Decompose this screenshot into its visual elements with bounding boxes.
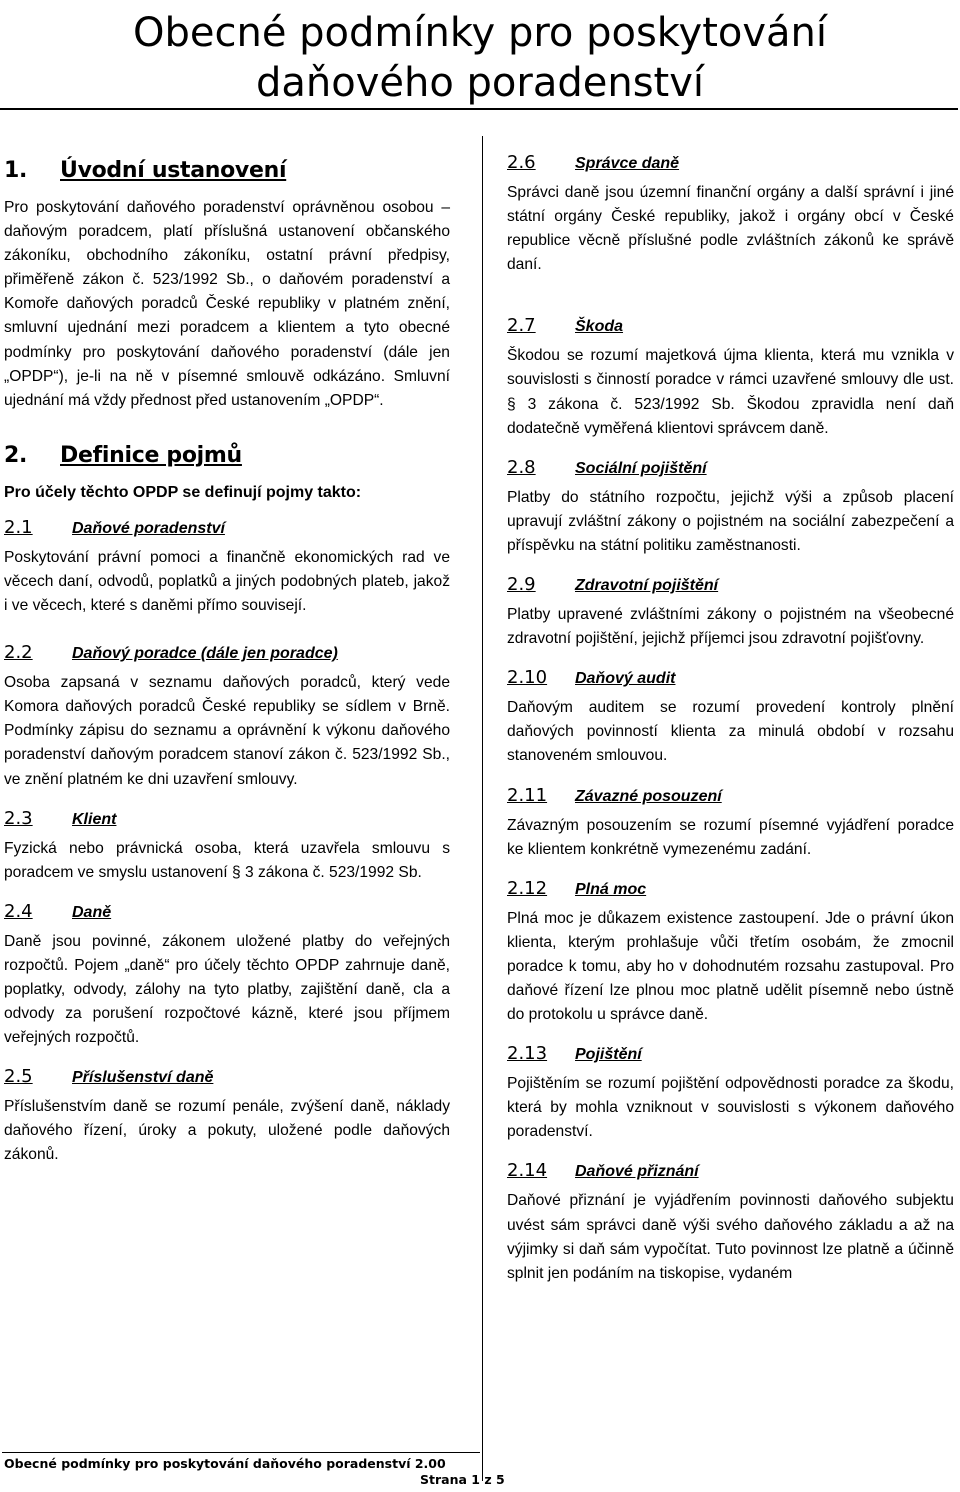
definition-number: 2.10: [507, 667, 548, 689]
definition-text: Daňovým auditem se rozumí provedení kontroly plnění daňových povinností klienta za minulá období v rozsahu stanoveném smlouvou.: [507, 699, 954, 765]
right-column: [507, 150, 954, 1286]
definition-text: Platby upravené zvláštními zákony o pojistném na všeobecné zdravotní pojištění, jejichž příjemci jsou zdravotní pojišťovny.: [507, 606, 954, 648]
title-rule: [0, 108, 958, 110]
definition-title: Správce daně: [575, 155, 680, 172]
definition-text: Škodou se rozumí majetková újma klienta, která mu vznikla v souvislosti s činností poradce v rámci uzavřené smlouvy dle ust. § 3 zákona č. 523/1992 Sb. Škodou zpravidla není daň dodatečně vyměřená klientovi správcem daně.: [507, 347, 954, 437]
footer-rule: [2, 1452, 480, 1453]
definition-text: Platby do státního rozpočtu, jejichž výši a způsob placení upravují zvláštní zákony o pojistném na sociální zabezpečení a příspěvku na státní politiku zaměstnanosti.: [507, 488, 954, 554]
definition-heading: [507, 313, 954, 340]
definition-number: 2.2: [4, 642, 33, 664]
definition-title: Plná moc: [575, 880, 647, 898]
definition-number: 2.9: [507, 574, 536, 596]
section-1-heading: [4, 156, 450, 186]
definition-heading: [4, 515, 450, 542]
footer-page-number: Strana 1 z 5: [420, 1472, 505, 1487]
definition-title: Daňový audit: [575, 670, 676, 688]
definition-text: Pojištěním se rozumí pojištění odpovědnosti poradce za škodu, která by mohla vzniknout v souvislosti s výkonem daňového poradenství.: [507, 1075, 954, 1141]
definition-title: Sociální pojištění: [575, 459, 707, 477]
section-2-heading: [4, 441, 450, 471]
definition-title: Daně: [72, 903, 112, 921]
definition-heading: [507, 665, 954, 692]
definition-heading: [4, 1064, 450, 1091]
definition-number: 2.8: [507, 456, 536, 478]
title-line-1: Obecné podmínky pro poskytování: [132, 10, 828, 56]
definition-title: Daňový poradce (dále jen poradce): [72, 645, 338, 663]
definition-text: Příslušenstvím daně se rozumí penále, zvýšení daně, náklady daňového řízení, úroky a pokuty, uložené podle daňových zákonů.: [4, 1098, 450, 1164]
column-divider: [482, 136, 483, 1481]
section-number: 1.: [4, 158, 28, 183]
definition-title: Daňové poradenství: [72, 519, 225, 537]
definition-heading: [507, 1041, 954, 1068]
definition-heading: [507, 1158, 954, 1185]
definition-heading: [507, 783, 954, 810]
section-title: Úvodní ustanovení: [60, 158, 287, 183]
definition-title: Škoda: [575, 318, 624, 336]
section-2-intro: Pro účely těchto OPDP se definují pojmy takto:: [4, 483, 362, 501]
definition-number: 2.11: [507, 784, 548, 806]
definition-title: Pojištění: [575, 1046, 642, 1064]
definition-heading: [507, 455, 954, 482]
left-column: [4, 150, 450, 1168]
definition-number: 2.6: [507, 152, 536, 173]
definition-text: Fyzická nebo právnická osoba, která uzavřela smlouvu s poradcem ve smyslu ustanovení § 3 zákona č. 523/1992 Sb.: [4, 839, 450, 881]
section-1-paragraph: Pro poskytování daňového poradenství oprávněnou osobou – daňovým poradcem, platí příslušná ustanovení občanského zákoníku, obchodního zákoníku, ostatní právní předpisy, přiměřeně zákon č. 523/1992 Sb., o daňovém poradenství a Komoře daňových poradců České republiky v platném znění, smluvní ujednání mezi poradcem a klientem a tyto obecné podmínky pro poskytování daňového poradenství (dále jen „OPDP“), je-li na ně v písemné smlouvě odkázáno. Smluvní ujednání má vždy přednost před ustanovením „OPDP“.: [4, 199, 450, 409]
definition-title: Daňové přiznání: [575, 1163, 699, 1181]
document-title: [0, 8, 960, 108]
definition-heading: [507, 876, 954, 903]
footer-document-name: Obecné podmínky pro poskytování daňového poradenství 2.00: [4, 1456, 446, 1471]
definition-text: Osoba zapsaná v seznamu daňových poradců, který vede Komora daňových poradců České republiky se sídlem v Brně. Podmínky zápisu do seznamu a oprávnění k výkonu daňového poradenství daňovým poradcem stanoví zákon č. 523/1992 Sb., ve znění platném ke dni uzavření smlouvy.: [4, 674, 450, 788]
definition-text: Poskytování právní pomoci a finančně ekonomických rad ve věcech daní, odvodů, poplatků a jiných podobných plateb, jakož i ve věcech, které s daněmi přímo souvisejí.: [4, 548, 450, 615]
section-title: Definice pojmů: [60, 442, 242, 468]
definition-heading: [507, 150, 954, 177]
definition-number: 2.5: [4, 1066, 33, 1088]
title-line-2: daňového poradenství: [255, 60, 705, 106]
definition-text: Závazným posouzením se rozumí písemné vyjádření poradce ke klientem konkrétně vymezenému zadání.: [507, 816, 954, 858]
definition-number: 2.7: [507, 315, 536, 337]
definition-number: 2.14: [507, 1160, 548, 1182]
definition-text: Plná moc je důkazem existence zastoupení. Jde o právní úkon klienta, kterým prohlašuje vůči třetím osobám, že zmocnil poradce k tomu, aby ho v dohodnutém rozsahu zastupoval. Pro daňové řízení lze plnou moc platně udělit písemně nebo ústně do protokolu u správce daně.: [507, 909, 954, 1024]
definition-number: 2.3: [4, 807, 33, 829]
definition-title: Závazné posouzení: [575, 787, 722, 805]
definition-text: Daňové přiznání je vyjádřením povinnosti daňového subjektu uvést sám správci daně výši svého daňového základu a až na výjimky si daň sám vypočítat. Tuto povinnost lze platně a účinně splnit jen podáním na tiskopise, vydaném: [507, 1192, 954, 1282]
definition-number: 2.12: [507, 877, 548, 899]
definition-title: Zdravotní pojištění: [575, 577, 719, 595]
definition-heading: [4, 806, 450, 833]
definition-title: Klient: [72, 810, 117, 828]
definition-heading: [4, 640, 450, 667]
section-number: 2.: [4, 442, 28, 468]
definition-heading: [507, 572, 954, 599]
definition-number: 2.13: [507, 1043, 548, 1065]
definition-number: 2.4: [4, 900, 33, 922]
definition-text: Daně jsou povinné, zákonem uložené platby do veřejných rozpočtů. Pojem „daně“ pro účely těchto OPDP zahrnuje daně, poplatky, odvody, zálohy na tyto platby, zajištění daně, cla a odvody za porušení rozpočtové kázně, které jsou příjmem veřejných rozpočtů.: [4, 932, 450, 1047]
definition-title: Příslušenství daně: [72, 1069, 214, 1087]
definition-heading: [4, 899, 450, 926]
definition-number: 2.1: [4, 516, 33, 538]
definition-text: Správci daně jsou územní finanční orgány a další správní i jiné státní orgány České republiky, jakož i orgány obcí v České republice věcně příslušné podle zvláštních zákonů ke správě daní.: [507, 184, 954, 274]
